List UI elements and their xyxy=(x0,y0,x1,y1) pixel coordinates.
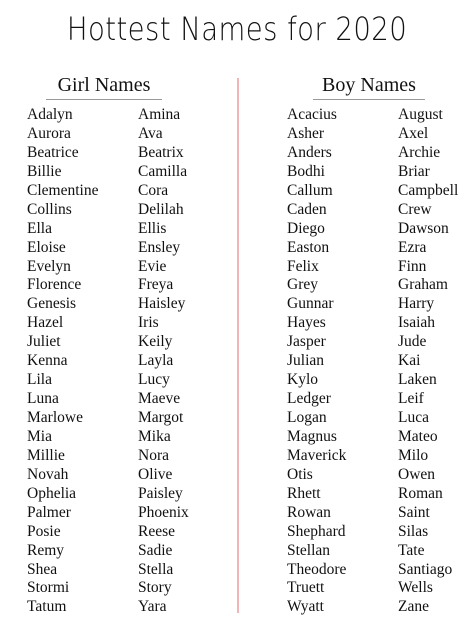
name-item: Stella xyxy=(138,560,174,578)
name-item: Archie xyxy=(398,143,441,161)
name-item: Stormi xyxy=(27,579,70,597)
name-item: Saint xyxy=(398,503,430,521)
name-item: Julian xyxy=(287,352,325,370)
name-item: Kylo xyxy=(287,371,318,389)
name-item: Easton xyxy=(287,238,330,256)
name-item: Amina xyxy=(138,106,181,123)
name-item: Leif xyxy=(398,390,424,408)
name-item: Crew xyxy=(398,200,432,218)
name-item: Acacius xyxy=(287,106,337,123)
name-item: Keily xyxy=(138,333,173,351)
name-item: Maeve xyxy=(138,390,181,408)
name-item: Harry xyxy=(398,295,435,313)
boy-names-list-2 xyxy=(398,106,458,617)
name-item: Paisley xyxy=(138,484,183,502)
name-item: Maverick xyxy=(287,446,347,464)
name-item: Shea xyxy=(27,560,58,578)
name-item: Tate xyxy=(398,541,425,559)
name-item: Iris xyxy=(138,314,159,332)
name-item: Theodore xyxy=(287,560,347,578)
name-item: Shephard xyxy=(287,522,346,540)
name-item: Wyatt xyxy=(287,598,324,616)
name-item: Delilah xyxy=(138,200,184,218)
name-item: Grey xyxy=(287,276,318,294)
center-divider xyxy=(237,78,239,613)
name-item: Santiago xyxy=(398,560,453,578)
name-item: Phoenix xyxy=(138,503,189,521)
name-item: Jude xyxy=(398,333,427,351)
name-item: Mia xyxy=(27,427,52,445)
page-title: Hottest Names for 2020 xyxy=(66,10,408,48)
name-item: Marlowe xyxy=(27,409,83,426)
name-item: Cora xyxy=(138,181,169,199)
name-item: Luca xyxy=(398,409,429,426)
name-item: Palmer xyxy=(27,503,71,521)
name-item: Layla xyxy=(138,352,174,370)
name-item: Collins xyxy=(27,200,72,218)
name-item: Freya xyxy=(138,276,174,294)
name-item: Beatrix xyxy=(138,143,184,161)
name-item: Caden xyxy=(287,200,327,218)
name-item: Briar xyxy=(398,162,430,180)
name-item: Anders xyxy=(287,143,332,161)
name-item: Mateo xyxy=(398,427,438,445)
name-item: Kenna xyxy=(27,352,68,370)
name-item: Owen xyxy=(398,465,436,483)
name-item: Gunnar xyxy=(287,295,334,313)
name-item: Novah xyxy=(27,465,69,483)
girl-names-header: Girl Names xyxy=(46,74,162,100)
girl-names-list-1 xyxy=(27,106,98,617)
name-item: Adalyn xyxy=(27,106,73,123)
name-item: Zane xyxy=(398,598,429,616)
name-item: Haisley xyxy=(138,295,186,313)
name-item: Stellan xyxy=(287,541,331,559)
boy-names-header: Boy Names xyxy=(313,74,425,100)
name-item: Eloise xyxy=(27,238,66,256)
name-item: Bodhi xyxy=(287,162,325,180)
name-item: Olive xyxy=(138,465,173,483)
name-item: Beatrice xyxy=(27,143,79,161)
name-item: Milo xyxy=(398,446,429,464)
name-item: Yara xyxy=(138,598,167,616)
name-item: Billie xyxy=(27,162,62,180)
name-item: Reese xyxy=(138,522,176,540)
boy-names-list-1 xyxy=(287,106,346,617)
name-item: Finn xyxy=(398,257,427,275)
name-item: Evelyn xyxy=(27,257,71,275)
name-item: Ophelia xyxy=(27,484,77,502)
name-item: Dawson xyxy=(398,219,449,237)
name-item: Ledger xyxy=(287,390,331,408)
name-item: Silas xyxy=(398,522,429,540)
name-item: Juliet xyxy=(27,333,61,351)
name-item: August xyxy=(398,106,443,123)
girl-names-list-2 xyxy=(138,106,189,617)
name-item: Aurora xyxy=(27,124,71,142)
name-item: Truett xyxy=(287,579,325,597)
name-item: Story xyxy=(138,579,172,597)
name-item: Margot xyxy=(138,409,184,426)
name-item: Isaiah xyxy=(398,314,436,332)
name-item: Laken xyxy=(398,371,437,389)
name-item: Hayes xyxy=(287,314,326,332)
name-item: Kai xyxy=(398,352,421,370)
name-item: Ellis xyxy=(138,219,167,237)
name-item: Lila xyxy=(27,371,52,389)
name-item: Ella xyxy=(27,219,52,237)
name-item: Ensley xyxy=(138,238,181,256)
name-item: Logan xyxy=(287,409,327,426)
name-item: Sadie xyxy=(138,541,173,559)
name-item: Wells xyxy=(398,579,433,597)
name-item: Nora xyxy=(138,446,169,464)
name-item: Rhett xyxy=(287,484,321,502)
name-item: Clementine xyxy=(27,181,99,199)
name-item: Axel xyxy=(398,124,429,142)
name-item: Posie xyxy=(27,522,61,540)
name-item: Campbell xyxy=(398,181,459,199)
name-item: Rowan xyxy=(287,503,331,521)
name-item: Ezra xyxy=(398,238,427,256)
name-item: Evie xyxy=(138,257,167,275)
name-item: Magnus xyxy=(287,427,337,445)
name-item: Tatum xyxy=(27,598,67,616)
name-item: Roman xyxy=(398,484,443,502)
name-item: Hazel xyxy=(27,314,64,332)
name-item: Camilla xyxy=(138,162,188,180)
name-item: Genesis xyxy=(27,295,77,313)
name-item: Felix xyxy=(287,257,319,275)
name-item: Ava xyxy=(138,124,163,142)
name-item: Jasper xyxy=(287,333,326,351)
name-item: Mika xyxy=(138,427,171,445)
name-item: Asher xyxy=(287,124,325,142)
name-item: Callum xyxy=(287,181,333,199)
name-item: Diego xyxy=(287,219,325,237)
name-item: Luna xyxy=(27,390,59,408)
name-item: Otis xyxy=(287,465,313,483)
name-item: Millie xyxy=(27,446,65,464)
name-item: Florence xyxy=(27,276,82,294)
name-item: Graham xyxy=(398,276,448,294)
name-item: Lucy xyxy=(138,371,170,389)
name-item: Remy xyxy=(27,541,65,559)
